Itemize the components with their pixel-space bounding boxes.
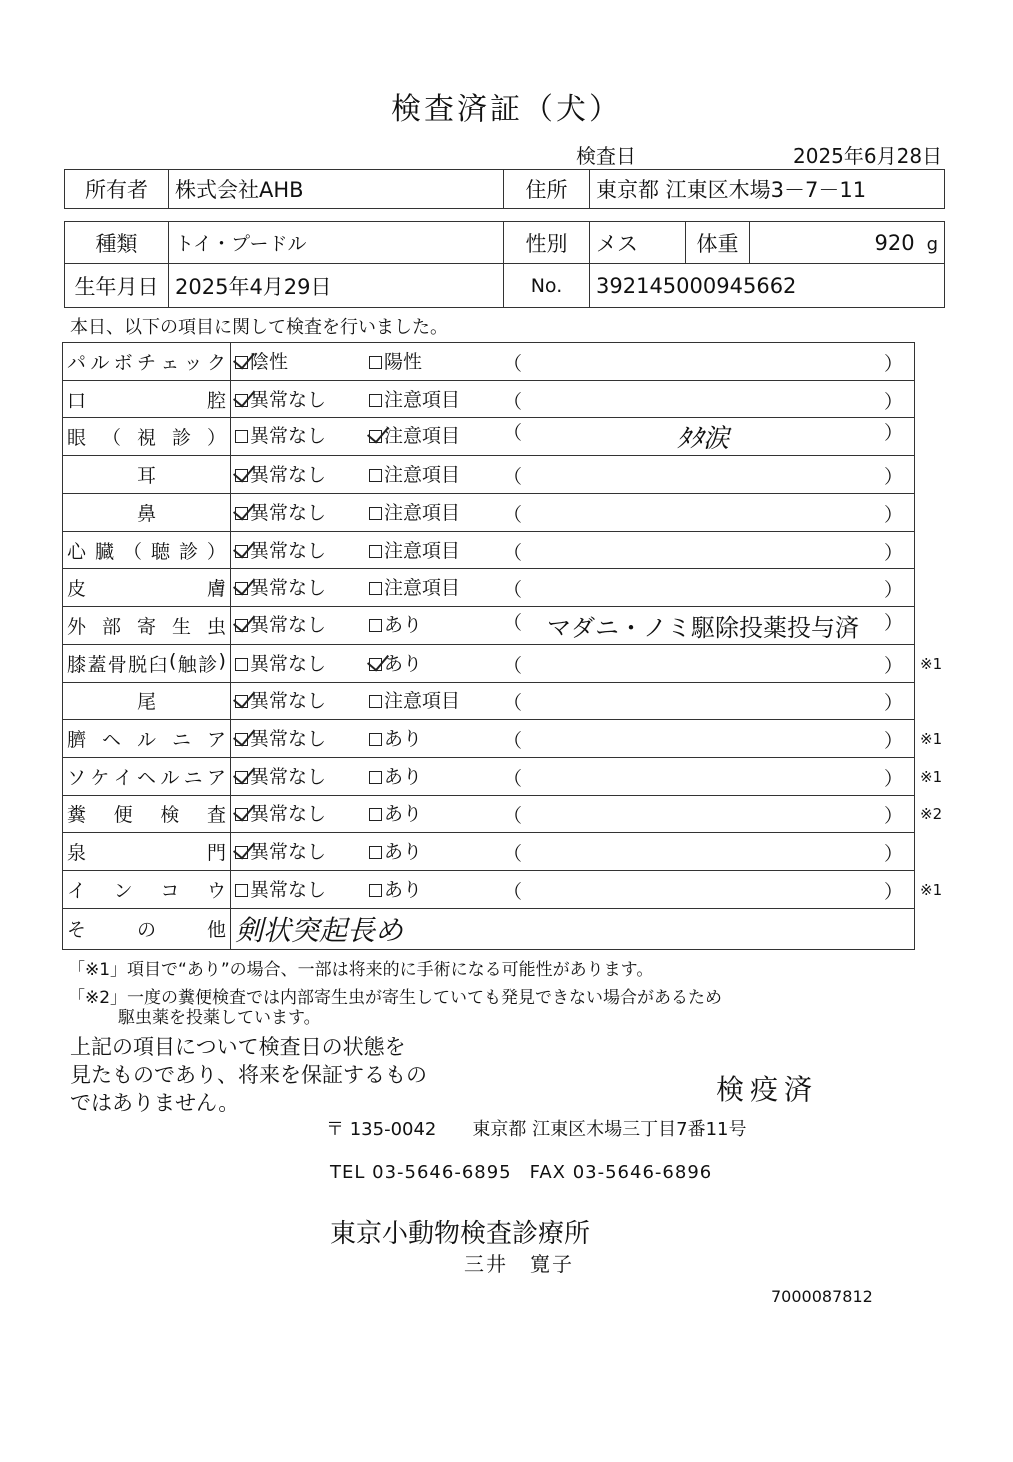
no-label: No. — [504, 264, 590, 308]
option-abnormal[interactable]: 注意項目 — [369, 573, 503, 600]
remarks-field: （ ） — [503, 654, 903, 677]
exam-row — [63, 418, 915, 456]
option-normal[interactable]: 異常なし — [235, 686, 369, 713]
option-normal[interactable]: 異常なし — [235, 460, 369, 487]
exam-item-label: イ ン コ ウ — [63, 870, 231, 908]
checkbox-icon[interactable] — [235, 846, 248, 859]
other-label-cell — [63, 908, 231, 949]
exam-row — [63, 456, 915, 494]
option-abnormal[interactable]: 注意項目 — [369, 686, 503, 713]
checkbox-icon[interactable] — [235, 884, 248, 897]
exam-result-cell — [231, 456, 915, 494]
checkbox-icon[interactable] — [369, 469, 382, 482]
option-normal[interactable]: 異常なし — [235, 724, 369, 751]
checkbox-icon[interactable] — [369, 771, 382, 784]
option-normal[interactable]: 異常なし — [235, 649, 369, 676]
footnote-mark: ※1 — [920, 654, 943, 673]
footnote-1: 「※1」項目で“あり”の場合、一部は将来的に手術になる可能性があります。 — [68, 960, 654, 980]
other-note-cell — [231, 908, 915, 949]
disclaimer-line-1: 上記の項目について検査日の状態を — [70, 1035, 406, 1059]
owner-table — [64, 169, 945, 209]
option-normal[interactable]: 異常なし — [235, 385, 369, 412]
exam-result-cell — [231, 531, 915, 569]
clinic-name: 東京小動物検査診療所 — [330, 1219, 591, 1249]
exam-item-label: 皮 膚 — [63, 569, 231, 607]
exam-item-label: 膝 蓋 骨 脱 臼 ( 触 診 ) — [63, 644, 231, 682]
fax: FAX 03-5646-6896 — [529, 1162, 713, 1183]
disclaimer-line-3: ではありません。 — [70, 1091, 240, 1115]
option-abnormal[interactable]: 注意項目 — [369, 385, 503, 412]
remarks-field: （ ） — [503, 466, 903, 489]
checkbox-icon[interactable] — [369, 507, 382, 520]
owner-label: 所有者 — [65, 170, 169, 209]
checkbox-icon[interactable] — [235, 619, 248, 632]
exam-item-label: 耳 — [63, 456, 231, 494]
exam-result-cell — [231, 569, 915, 607]
checkbox-icon[interactable] — [369, 733, 382, 746]
exam-result-cell — [231, 757, 915, 795]
option-normal[interactable]: 異常なし — [235, 875, 369, 902]
checkbox-icon[interactable] — [369, 619, 382, 632]
remarks-field: （ ） — [503, 843, 903, 866]
remarks-text: マダニ・ノミ駆除投薬投与済 — [547, 613, 859, 642]
clinic-address: 東京都 江東区木場三丁目7番11号 — [472, 1119, 747, 1140]
option-normal[interactable]: 異常なし — [235, 536, 369, 563]
remarks-field: （ ） — [503, 390, 903, 413]
postal-code: 〒 135-0042 — [326, 1119, 437, 1140]
checkbox-icon[interactable] — [369, 394, 382, 407]
footnote-2a: 「※2」一度の糞便検査では内部寄生虫が寄生していても発見できない場合があるため — [68, 988, 723, 1008]
remarks-field: （ ） — [503, 503, 903, 526]
exam-result-cell — [231, 833, 915, 871]
option-normal[interactable]: 異常なし — [235, 498, 369, 525]
tel: TEL 03-5646-6895 — [330, 1162, 512, 1183]
exam-item-label: 心 臓 （ 聴 診 ） — [63, 531, 231, 569]
checkbox-icon[interactable] — [369, 695, 382, 708]
quarantine-stamp: 検疫済 — [716, 1073, 819, 1106]
intro-text: 本日、以下の項目に関して検査を行いました。 — [70, 317, 448, 338]
option-abnormal[interactable]: あり — [369, 875, 503, 902]
footnote-mark: ※1 — [920, 730, 943, 748]
option-abnormal[interactable]: 注意項目 — [369, 536, 503, 563]
remarks-field: （ ） — [503, 579, 903, 602]
footnote-mark: ※1 — [920, 767, 943, 786]
remarks-field: （ ） — [503, 352, 903, 375]
checkbox-icon[interactable] — [235, 356, 248, 369]
option-abnormal[interactable]: あり — [369, 649, 503, 676]
exam-item-label: 鼻 — [63, 494, 231, 532]
checkbox-icon[interactable] — [369, 545, 382, 558]
option-normal[interactable]: 陰性 — [235, 347, 369, 374]
breed-label: 種類 — [65, 222, 169, 264]
weight-value: 920 — [874, 230, 915, 255]
disclaimer-line-2: 見たものであり、将来を保証するもの — [70, 1063, 427, 1087]
other-label: そ の 他 — [67, 919, 226, 942]
weight-unit: g — [926, 233, 938, 255]
exam-result-cell — [231, 870, 915, 908]
exam-result-cell — [231, 418, 915, 456]
option-abnormal[interactable]: あり — [369, 837, 503, 864]
other-note: 剣状突起長め — [235, 913, 404, 947]
owner-value: 株式会社AHB — [169, 170, 504, 209]
checkbox-icon[interactable] — [235, 469, 248, 482]
option-abnormal[interactable]: あり — [369, 762, 503, 789]
animal-table — [64, 221, 945, 308]
option-abnormal[interactable]: 注意項目 — [369, 421, 503, 448]
remarks-field: （ ） — [503, 730, 903, 753]
sex-label: 性別 — [504, 222, 590, 264]
checkbox-icon[interactable] — [235, 771, 248, 784]
checkbox-icon[interactable] — [369, 808, 382, 821]
exam-item-label: 糞 便 検 査 — [63, 795, 231, 833]
checkbox-icon[interactable] — [369, 846, 382, 859]
option-abnormal[interactable]: 陽性 — [369, 347, 503, 374]
exam-row — [63, 343, 915, 381]
remarks-field: （ ） — [503, 767, 903, 790]
exam-item-label: 臍 ヘ ル ニ ア — [63, 720, 231, 758]
remarks-text: ﾀﾀ涙 — [676, 424, 729, 455]
serial-number: 7000087812 — [771, 1287, 873, 1306]
clinic-address-line — [326, 1115, 746, 1141]
exam-date-label: 検査日 — [576, 144, 636, 168]
exam-row — [63, 720, 915, 758]
exam-date: 2025年6月28日 — [793, 144, 943, 168]
footnote-2b: 駆虫薬を投薬しています。 — [118, 1008, 321, 1028]
option-abnormal[interactable]: あり — [369, 799, 503, 826]
exam-row — [63, 870, 915, 908]
option-normal[interactable]: 異常なし — [235, 837, 369, 864]
exam-result-cell — [231, 494, 915, 532]
remarks-field: （ ） — [503, 541, 903, 564]
exam-item-label: 泉 門 — [63, 833, 231, 871]
remarks-field: （ マダニ・ノミ駆除投薬投与済 ） — [503, 608, 903, 643]
checkbox-icon[interactable] — [235, 394, 248, 407]
checkbox-icon[interactable] — [235, 733, 248, 746]
breed-value: トイ・プードル — [169, 222, 504, 264]
disclaimer — [70, 1033, 427, 1117]
checkbox-icon[interactable] — [369, 582, 382, 595]
exam-item-label: 尾 — [63, 682, 231, 720]
footnote-mark: ※2 — [920, 805, 943, 824]
no-value: 392145000945662 — [590, 264, 945, 308]
exam-table — [62, 342, 915, 950]
birth-value: 2025年4月29日 — [169, 264, 504, 308]
option-abnormal[interactable]: 注意項目 — [369, 498, 503, 525]
remarks-field: （ ） — [503, 692, 903, 715]
checkbox-icon[interactable] — [235, 507, 248, 520]
exam-row — [63, 757, 915, 795]
exam-row — [63, 380, 915, 418]
address-value: 東京都 江東区木場3－7－11 — [590, 170, 945, 209]
checkbox-icon[interactable] — [369, 884, 382, 897]
exam-row — [63, 682, 915, 720]
option-abnormal[interactable]: あり — [369, 724, 503, 751]
remarks-field: （ ﾀﾀ涙 ） — [503, 418, 903, 455]
exam-result-cell — [231, 607, 915, 645]
exam-result-cell — [231, 720, 915, 758]
weight-cell — [750, 222, 945, 264]
checkbox-icon[interactable] — [369, 430, 382, 443]
option-normal[interactable]: 異常なし — [235, 610, 369, 637]
checkbox-icon[interactable] — [235, 658, 248, 671]
remarks-field: （ ） — [503, 880, 903, 903]
exam-item-label: 眼 （ 視 診 ） — [63, 418, 231, 456]
exam-row — [63, 569, 915, 607]
birth-label: 生年月日 — [65, 264, 169, 308]
doctor-name: 三井 寛子 — [464, 1252, 574, 1276]
checkbox-icon[interactable] — [235, 430, 248, 443]
page-title: 検査済証（犬） — [391, 92, 622, 127]
exam-item-label: 口 腔 — [63, 380, 231, 418]
remarks-field: （ ） — [503, 805, 903, 828]
option-normal[interactable]: 異常なし — [235, 573, 369, 600]
weight-label: 体重 — [686, 222, 750, 264]
exam-row — [63, 607, 915, 645]
exam-result-cell — [231, 644, 915, 682]
checkbox-icon[interactable] — [235, 808, 248, 821]
exam-item-label: パ ル ボ チ ェ ッ ク — [63, 343, 231, 381]
checkbox-icon[interactable] — [235, 695, 248, 708]
exam-row — [63, 494, 915, 532]
checkbox-icon[interactable] — [235, 582, 248, 595]
option-normal[interactable]: 異常なし — [235, 762, 369, 789]
exam-result-cell — [231, 795, 915, 833]
option-abnormal[interactable]: あり — [369, 610, 503, 637]
exam-item-label: ソ ケ イ ヘ ル ニ ア — [63, 757, 231, 795]
exam-item-label: 外 部 寄 生 虫 — [63, 607, 231, 645]
address-label: 住所 — [504, 170, 590, 209]
checkbox-icon[interactable] — [369, 356, 382, 369]
exam-row — [63, 531, 915, 569]
exam-result-cell — [231, 380, 915, 418]
checkbox-icon[interactable] — [369, 658, 382, 671]
option-abnormal[interactable]: 注意項目 — [369, 460, 503, 487]
exam-row — [63, 644, 915, 682]
exam-row — [63, 833, 915, 871]
contact-line — [330, 1162, 712, 1183]
option-normal[interactable]: 異常なし — [235, 421, 369, 448]
sex-value: メス — [590, 222, 686, 264]
checkbox-icon[interactable] — [235, 545, 248, 558]
footnote-mark: ※1 — [920, 880, 943, 899]
exam-result-cell — [231, 343, 915, 381]
exam-row — [63, 795, 915, 833]
exam-result-cell — [231, 682, 915, 720]
option-normal[interactable]: 異常なし — [235, 799, 369, 826]
